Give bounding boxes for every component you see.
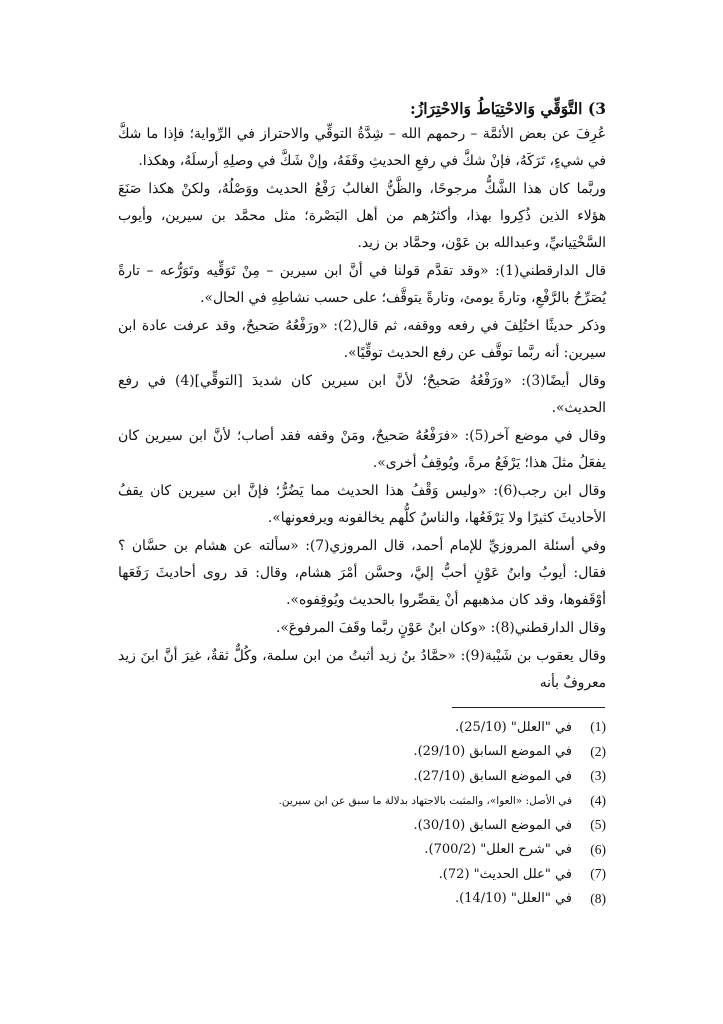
paragraph: وقال الدارقطني(8): «وكان ابنُ عَوْنٍ ربَّما وقَفَ المرفوعَ».	[275, 620, 606, 636]
footnote-number: (1)	[590, 719, 606, 735]
footnote-text: في الموضع السابق (30/10).	[413, 817, 572, 833]
footnote	[118, 715, 606, 740]
footnote	[118, 764, 606, 789]
footnote-number: (5)	[590, 817, 606, 833]
footnote	[118, 813, 606, 838]
paragraph: وقال في موضع آخر(5): «فرَفْعُهُ صَحيحٌ، ومَنْ وقفه فقد أصاب؛ لأنَّ ابن سيرين كان يفعَلُ مثلَ هذا؛ يَرْفَعُ مرةً، ويُوقِفُ أخرى».	[118, 428, 606, 471]
footnote	[118, 887, 606, 912]
footnote-number: (6)	[590, 841, 606, 857]
footnote-text: في الموضع السابق (27/10).	[413, 768, 572, 784]
footnote-text: في الموضع السابق (29/10).	[413, 744, 572, 760]
footnote-number: (7)	[590, 866, 606, 882]
footnote-text: في الأصل: «العوا»، والمثبت بالاجتهاد بدلالة ما سبق عن ابن سيرين.	[278, 794, 572, 807]
footnote-text: في "العلل" (25/10).	[454, 719, 572, 735]
paragraph: وقال أيضًا(3): «ورَفْعُهُ صَحيحٌ؛ لأنَّ ابن سيرين كان شديدَ [التوقِّي](4) في رفع الحديث».	[118, 373, 606, 416]
footnote-text: في "شرح العلل" (700/2).	[424, 842, 572, 858]
main-text	[118, 98, 606, 698]
paragraph: وربَّما كان هذا الشَّكُّ مرجوحًا، والظَّنُّ الغالبُ رَفْعُ الحديث ووَصْلُهُ، ولكنْ هكذا صَنَعَ هؤلاء الذين ذُكِروا بهذا، وأكثرُهم من أهل البَصْرة؛ مثل محمَّد بن سيرين، وأيوب السَّخْتِيانيِّ، وعبدالله بن عَوْن، وحمَّاد بن زيد.	[118, 181, 606, 251]
footnote-number: (8)	[590, 890, 606, 906]
footnote-text: في "علل الحديث" (72).	[438, 866, 572, 882]
footnote	[118, 862, 606, 887]
footnote-text: في "العلل" (14/10).	[454, 891, 572, 907]
footnote	[118, 789, 606, 814]
paragraph: وقال ابن رجب(6): «وليس وَقْفُ هذا الحديث مما يَضُرُّ؛ فإنَّ ابن سيرين كان يقفُ الأحاديثَ كثيرًا ولا يَرْفَعُها، والناسُ كلُّهم يخالفونه ويرفعونها».	[118, 483, 606, 526]
paragraph: قال الدارقطني(1): «وقد تقدَّم قولنا في أنَّ ابن سيرين – مِنْ تَوَقِّيه وتَوَرُّعه – تارةً يُصَرِّحُ بالرَّفْعِ، وتارةً يومئ، وتارةً يتوقَّف؛ على حسب نشاطِهِ في الحال».	[118, 263, 606, 306]
footnote	[118, 740, 606, 765]
footnote-number: (2)	[590, 743, 606, 759]
footnote-number: (3)	[590, 768, 606, 784]
paragraph: وذكر حديثًا اختُلِفَ في رفعه ووقفه، ثم قال(2): «ورَفْعُهُ صَحيحٌ، وقد عرفت عادة ابن سيرين: أنه ربَّما توقَّف عن رفع الحديث توقِّيًا».	[118, 318, 606, 361]
footnotes	[118, 715, 606, 911]
paragraph: عُرِفَ عن بعض الأئمَّة – رحمهم الله – شِدَّةُ التوقِّي والاحتراز في الرِّواية؛ فإذا ما شكَّ في شيءٍ، تَرَكَهُ، فإنْ شكَّ في رفعِ الحديثِ وقَفَهُ، وإنْ شَكَّ في وصلِهِ أرسلَهُ، وهكذا.	[118, 126, 606, 169]
paragraph: وقال يعقوب بن شَيْبة(9): «حمَّادُ بنُ زيد أثبتُ من ابن سلمة، وكُلٌّ ثقةٌ، غيرَ أنَّ ابنَ زيد معروفٌ بأنه	[118, 648, 606, 691]
footnote-number: (4)	[590, 792, 606, 808]
footnote-divider	[452, 707, 605, 708]
paragraph: وفي أسئلة المروزيِّ للإمام أحمد، قال المروزي(7): «سألته عن هشام بن حسَّان ؟ فقال: أيوبُ وابنُ عَوْنٍ أحبُّ إليَّ، وحسَّن أمْرَ هشام، وقال: قد روى أحاديثَ رَفَعَها أوْقَفوها، وقد كان مذهبهم أنْ يقصِّروا بالحديث ويُوقِفوه».	[118, 538, 606, 608]
footnote	[118, 838, 606, 863]
section-heading: 3) التَّوَقِّي وَالاحْتِيَاطُ وَالاحْتِرَازُ:	[410, 99, 606, 118]
